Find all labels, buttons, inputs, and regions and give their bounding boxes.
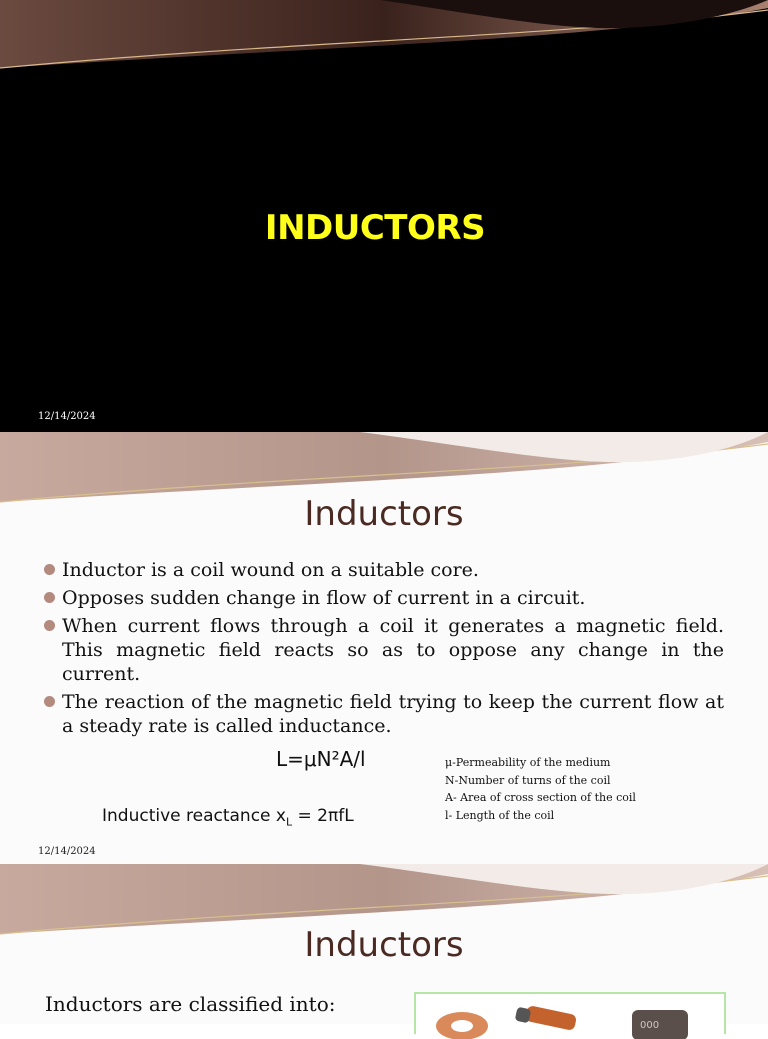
legend-item: A- Area of cross section of the coil <box>445 791 636 804</box>
bullet-icon <box>44 696 55 707</box>
inductors-definition-slide <box>0 432 768 864</box>
inductor-components-image <box>416 994 724 1034</box>
title-slide <box>0 0 768 432</box>
inductance-formula: L=μN²A/l <box>276 747 366 771</box>
svg-text:000: 000 <box>640 1020 660 1031</box>
bullet-icon <box>44 564 55 575</box>
legend-item: l- Length of the coil <box>445 808 555 822</box>
legend-item: N-Number of turns of the coil <box>445 773 611 787</box>
bullet-list <box>44 558 724 742</box>
inductors-classification-slide <box>0 864 768 1031</box>
formula-legend <box>445 754 636 824</box>
bullet-item: Opposes sudden change in flow of current in a circuit. <box>44 586 724 610</box>
inductor-photos <box>414 992 726 1034</box>
bullet-icon <box>44 592 55 603</box>
header-swoosh-decoration <box>0 0 768 80</box>
legend-item: μ-Permeability of the medium <box>445 756 611 769</box>
slide-heading: Inductors <box>304 494 464 534</box>
bullet-item: When current flows through a coil it generates a magnetic field. This magnetic field reacts so as to oppose any change in the current. <box>44 614 724 686</box>
slide-heading: Inductors <box>304 925 464 965</box>
slide-date: 12/14/2024 <box>38 846 96 857</box>
slide-title: INDUCTORS <box>264 208 486 248</box>
bullet-item: The reaction of the magnetic field trying to keep the current flow at a steady rate is called inductance. <box>44 690 724 738</box>
reactance-formula: Inductive reactance $x_L = 2\pi fL$ <box>102 806 354 829</box>
classification-text: Inductors are classified into: <box>45 992 336 1016</box>
bullet-icon <box>44 620 55 631</box>
bullet-item: Inductor is a coil wound on a suitable core. <box>44 558 724 582</box>
slide-date: 12/14/2024 <box>38 411 96 422</box>
